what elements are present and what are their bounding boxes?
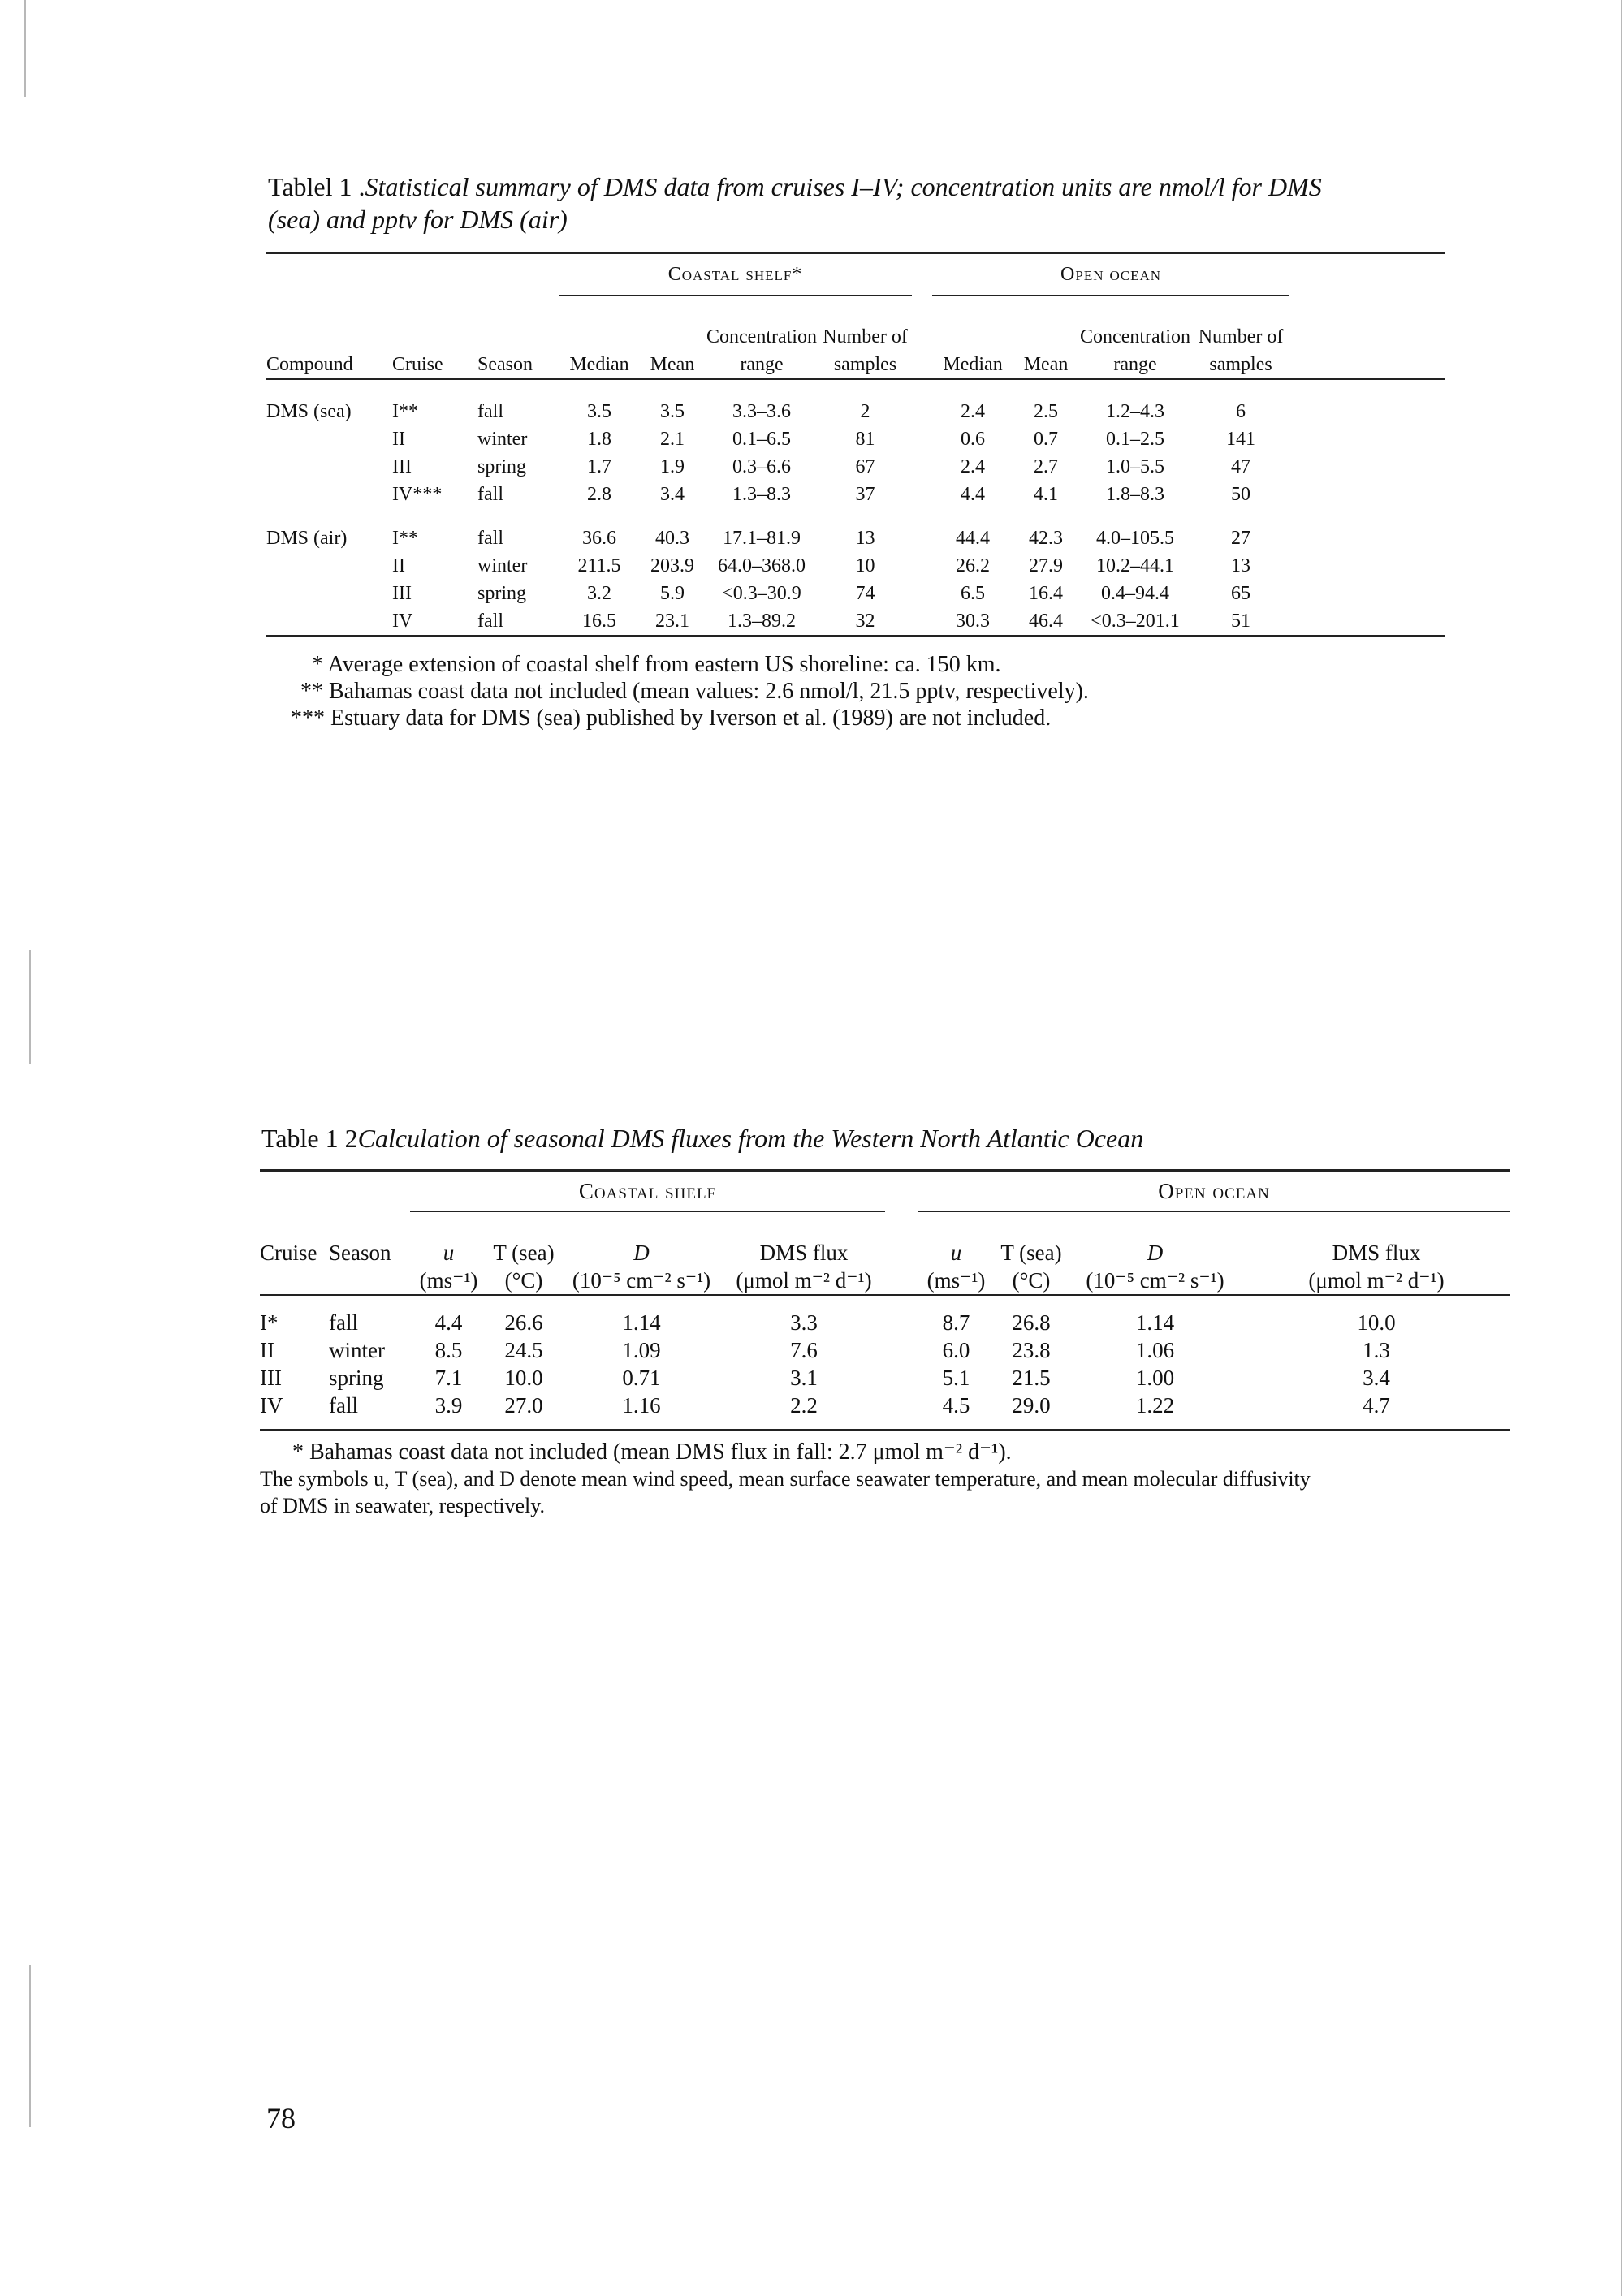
scan-edge-left-lower <box>29 950 31 1064</box>
table2-grid <box>260 1169 1510 1439</box>
table1-footnote-1: * Average extension of coastal shelf from eastern US shoreline: ca. 150 km. <box>312 652 1001 677</box>
table2-bottom-rule <box>260 1430 1510 1439</box>
table1-caption <box>268 170 1486 235</box>
table-row: DMS (air) I** fall 36.6 40.3 17.1–81.9 13 44.4 42.3 4.0–105.5 27 <box>266 527 1251 549</box>
table1-footnote-3: *** Estuary data for DMS (sea) published by Iverson et al. (1989) are not included. <box>291 706 1052 731</box>
table-row: II winter 8.5 24.5 1.09 7.6 6.0 23.8 1.06 1.3 <box>260 1337 1390 1362</box>
table2-header-u: u <box>443 1240 455 1265</box>
table1-group-rule-row <box>266 296 1445 323</box>
table1 <box>266 252 1445 732</box>
table2-header-t-unit-open: (°C) <box>1012 1267 1051 1293</box>
table2-notes <box>260 1439 1510 1519</box>
scan-edge-left <box>24 0 26 97</box>
table1-header-rule <box>266 379 1445 398</box>
table2-header-flux: DMS flux <box>759 1240 849 1265</box>
table2-header-cruise: Cruise <box>260 1240 317 1265</box>
table1-header-bottom <box>266 351 1445 379</box>
table-row: I* fall 4.4 26.6 1.14 3.3 8.7 26.8 1.14 10.0 <box>260 1310 1396 1335</box>
table2-header-u-unit: (ms⁻¹) <box>419 1267 478 1293</box>
table2-group-rule-row <box>260 1211 1510 1239</box>
table2-header-t-open: T (sea) <box>1000 1240 1062 1265</box>
table1-header-samples-2: samples <box>833 353 897 375</box>
table1-header-median-open: Median <box>943 353 1003 375</box>
table-row: II winter 211.5 203.9 64.0–368.0 10 26.2 27.9 10.2–44.1 13 <box>392 555 1251 576</box>
table2-group-coastal: Coastal shelf <box>578 1178 717 1203</box>
table2-note-line-1: The symbols u, T (sea), and D denote mean wind speed, mean surface seawater temperature, and mean molecular diffusivity <box>260 1467 1311 1491</box>
table2-header-u-unit-open: (ms⁻¹) <box>926 1267 986 1293</box>
table-row: IV*** fall 2.8 3.4 1.3–8.3 37 4.4 4.1 1.8–8.3 50 <box>392 483 1251 505</box>
table1-header-compound: Compound <box>266 353 353 375</box>
table1-header-range-2: range <box>740 353 784 375</box>
table1-section-gap <box>266 508 1445 524</box>
table2-header-flux-unit-open: (μmol m⁻² d⁻¹) <box>1308 1267 1445 1293</box>
table2-bottom-rule-spacer <box>260 1419 1510 1430</box>
scan-edge-right <box>1621 0 1622 2296</box>
table-row: IV fall 16.5 23.1 1.3–89.2 32 30.3 46.4 <0.3–201.1 51 <box>392 610 1251 632</box>
table1-header-season: Season <box>477 353 533 375</box>
table-row: DMS (sea) I** fall 3.5 3.5 3.3–3.6 2 2.4 2.5 1.2–4.3 6 <box>266 400 1246 422</box>
table2-caption <box>261 1122 1512 1154</box>
table1-group-coastal: Coastal shelf* <box>667 263 803 285</box>
table1-caption-lead: Tablel 1 . <box>268 172 365 201</box>
table2-header-bottom <box>260 1267 1510 1295</box>
table1-header-range: Concentration <box>706 326 817 347</box>
table2-header-flux-open: DMS flux <box>1332 1240 1421 1265</box>
table2-caption-lead: Table 1 2 <box>261 1124 358 1153</box>
table2-header-d-unit: (10⁻⁵ cm⁻² s⁻¹) <box>572 1267 711 1293</box>
table2-header-d-unit-open: (10⁻⁵ cm⁻² s⁻¹) <box>1086 1267 1224 1293</box>
table2-header-u-open: u <box>950 1240 962 1265</box>
table2-group-open: Open ocean <box>1158 1178 1270 1203</box>
table1-footnote-2: ** Bahamas coast data not included (mean values: 2.6 nmol/l, 21.5 pptv, respectively). <box>300 679 1089 704</box>
table1-header-mean-open: Mean <box>1023 353 1069 375</box>
table2-footnote: * Bahamas coast data not included (mean DMS flux in fall: 2.7 μmol m⁻² d⁻¹). <box>292 1439 1012 1465</box>
table1-header-samples: Number of <box>823 326 908 347</box>
table2-header-d-open: D <box>1147 1240 1164 1265</box>
table1-header-cruise: Cruise <box>392 353 443 375</box>
table1-grid <box>266 252 1445 648</box>
table1-header-range-open: Concentration <box>1080 326 1191 347</box>
table-row: III spring 7.1 10.0 0.71 3.1 5.1 21.5 1.00 3.4 <box>260 1365 1390 1390</box>
table-row: III spring 1.7 1.9 0.3–6.6 67 2.4 2.7 1.0–5.5 47 <box>392 455 1251 477</box>
table-row: III spring 3.2 5.9 <0.3–30.9 74 6.5 16.4 0.4–94.4 65 <box>392 582 1251 604</box>
table2-header-d: D <box>633 1240 650 1265</box>
page-number: 78 <box>266 2102 296 2134</box>
table2-header-flux-unit: (μmol m⁻² d⁻¹) <box>736 1267 872 1293</box>
table2-header-rule <box>260 1295 1510 1309</box>
table1-footnotes <box>266 651 1445 732</box>
table-row: II winter 1.8 2.1 0.1–6.5 81 0.6 0.7 0.1–2.5 141 <box>392 428 1256 450</box>
table1-caption-text: Statistical summary of DMS data from cruises I–IV; concentration units are nmol/l for DMS <box>365 172 1322 201</box>
scan-edge-left-bottom <box>29 1965 31 2127</box>
table1-header-mean: Mean <box>650 353 695 375</box>
table1-bottom-rule <box>266 636 1445 648</box>
table1-header-median: Median <box>569 353 629 375</box>
table2 <box>260 1169 1510 1519</box>
table1-header-samples-open-2: samples <box>1209 353 1272 375</box>
table2-header-season: Season <box>329 1240 391 1265</box>
table-row: IV fall 3.9 27.0 1.16 2.2 4.5 29.0 1.22 4.7 <box>260 1392 1390 1418</box>
table1-header-samples-open: Number of <box>1198 326 1284 347</box>
table1-group-open: Open ocean <box>1060 263 1162 285</box>
table2-group-row <box>260 1171 1510 1212</box>
table2-note-line-2: of DMS in seawater, respectively. <box>260 1494 546 1517</box>
table2-header-top <box>260 1239 1510 1267</box>
table2-header-t: T (sea) <box>493 1240 555 1265</box>
table1-header-range-open-2: range <box>1113 353 1157 375</box>
table2-header-t-unit: (°C) <box>504 1267 543 1293</box>
table1-caption-text-2: (sea) and pptv for DMS (air) <box>268 205 568 234</box>
table1-header-top <box>266 323 1445 351</box>
table1-group-row <box>266 253 1445 296</box>
table2-caption-text: Calculation of seasonal DMS fluxes from the Western North Atlantic Ocean <box>357 1124 1144 1153</box>
